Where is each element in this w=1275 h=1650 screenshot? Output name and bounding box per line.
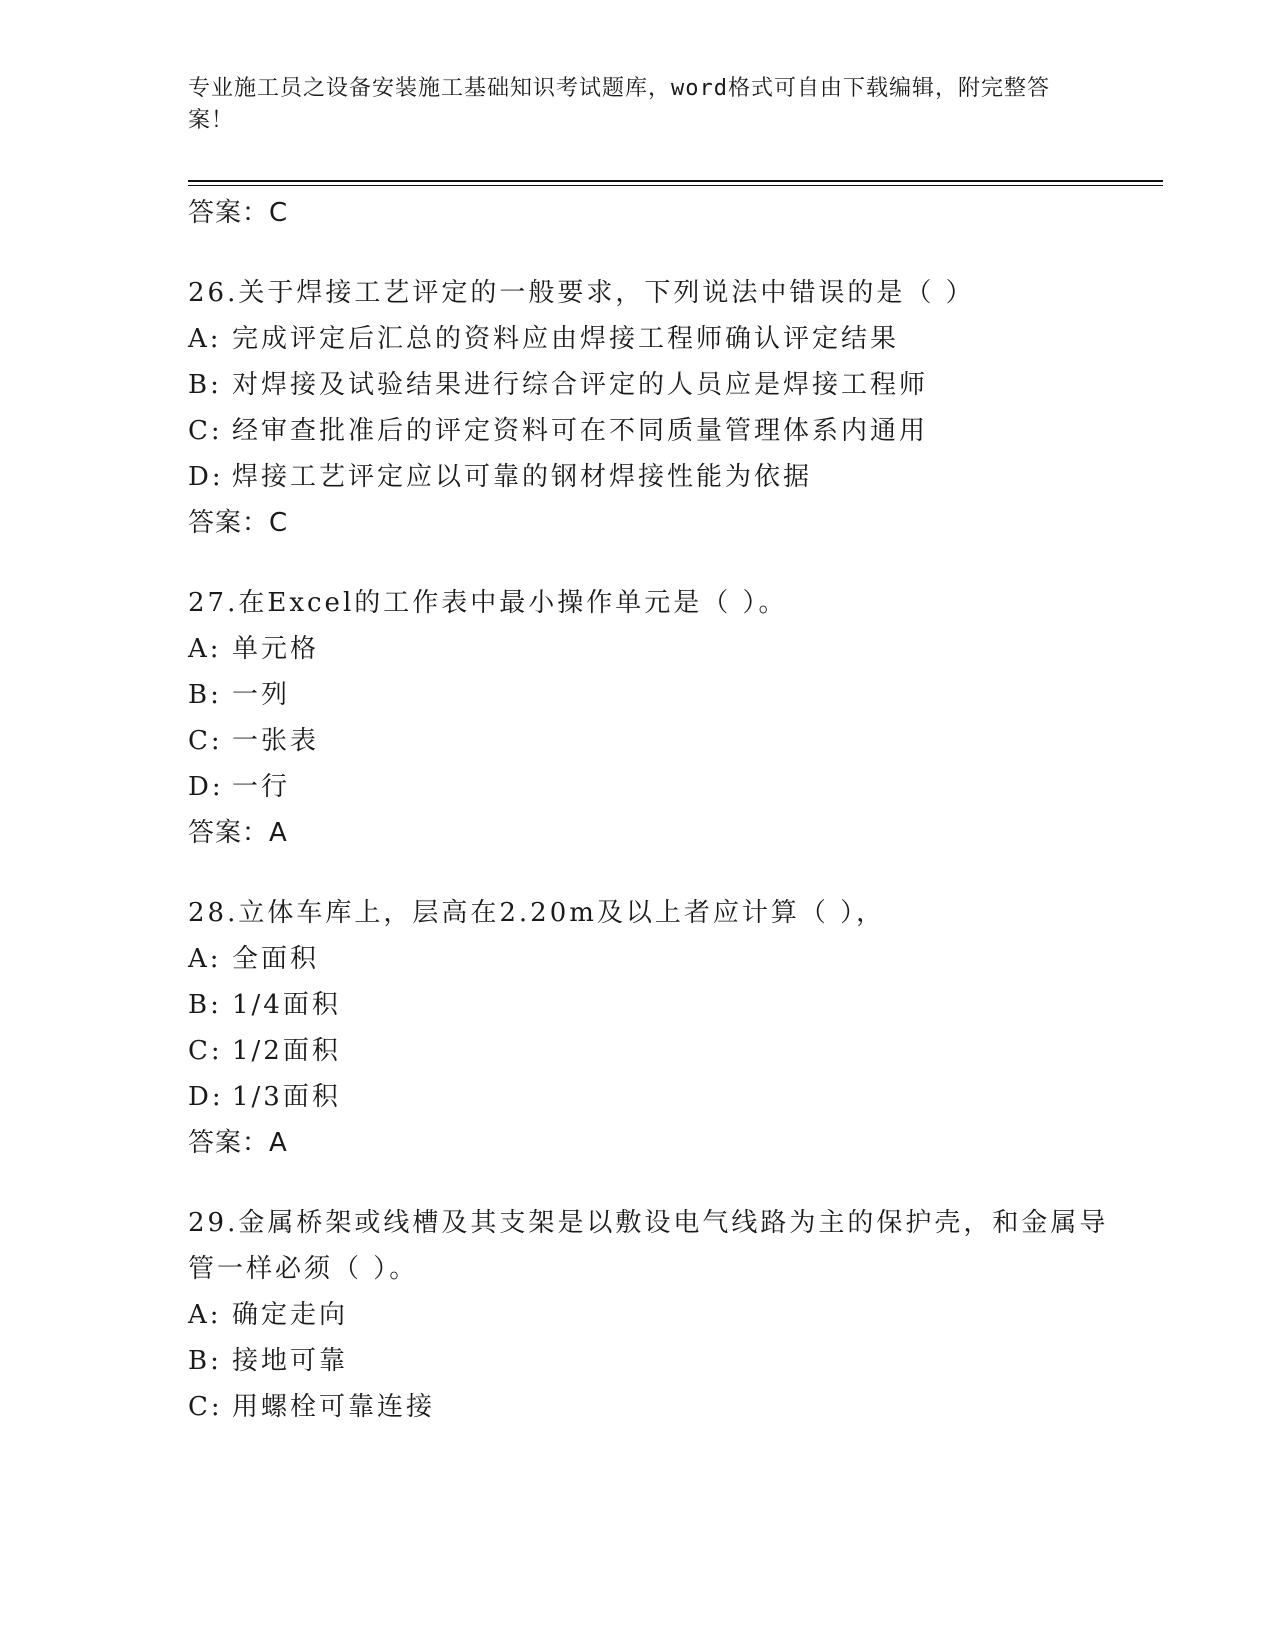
option-key: B: [188,680,222,710]
option-text: 确定走向 [232,1300,349,1330]
option-text: 1/2面积 [232,1036,341,1066]
option-key: A: [188,324,222,354]
option-key: C: [188,726,223,756]
option-c [188,408,1118,454]
option-text: 一列 [232,680,291,710]
question-block [188,890,1118,1166]
question-title: 28.立体车库上，层高在2.20m及以上者应计算（ ）， [188,898,886,928]
question-title: 26.关于焊接工艺评定的一般要求，下列说法中错误的是（ ） [188,278,975,308]
option-a [188,316,1118,362]
document-body [188,190,1118,1430]
question-block [188,270,1118,546]
answer-line: 答案：C [188,198,289,228]
option-b [188,672,1118,718]
option-key: B: [188,1346,222,1376]
option-a [188,626,1118,672]
option-key: A: [188,944,222,974]
option-a [188,936,1118,982]
option-key: D: [188,1082,224,1112]
option-d [188,764,1118,810]
option-c [188,718,1118,764]
option-b [188,1338,1118,1384]
option-text: 对焊接及试验结果进行综合评定的人员应是焊接工程师 [232,370,929,400]
option-key: C: [188,1392,223,1422]
question-block [188,580,1118,856]
option-b [188,362,1118,408]
option-key: D: [188,462,224,492]
option-text: 1/4面积 [232,990,341,1020]
question-title: 29.金属桥架或线槽及其支架是以敷设电气线路为主的保护壳，和金属导管一样必须（ ）。 [188,1208,1109,1284]
document-header: 专业施工员之设备安装施工基础知识考试题库，word格式可自由下载编辑，附完整答案！ [188,76,1050,133]
option-d [188,1074,1118,1120]
option-text: 用螺栓可靠连接 [232,1392,436,1422]
option-key: B: [188,990,222,1020]
header-divider-thin [188,185,1163,186]
option-key: B: [188,370,222,400]
option-key: C: [188,416,223,446]
option-key: A: [188,634,222,664]
option-text: 全面积 [232,944,320,974]
option-text: 单元格 [232,634,320,664]
option-text: 接地可靠 [232,1346,349,1376]
option-text: 1/3面积 [232,1082,341,1112]
option-text: 一张表 [232,726,320,756]
option-text: 焊接工艺评定应以可靠的钢材焊接性能为依据 [232,462,813,492]
option-d [188,454,1118,500]
answer-line: 答案：C [188,508,289,538]
option-key: C: [188,1036,223,1066]
option-key: D: [188,772,224,802]
question-title: 27.在Excel的工作表中最小操作单元是（ ）。 [188,588,788,618]
option-c [188,1384,1118,1430]
question-block [188,1200,1118,1430]
answer-line: 答案：A [188,818,288,848]
option-c [188,1028,1118,1074]
option-key: A: [188,1300,222,1330]
option-a [188,1292,1118,1338]
answer-line: 答案：A [188,1128,288,1158]
option-text: 完成评定后汇总的资料应由焊接工程师确认评定结果 [232,324,900,354]
option-text: 一行 [232,772,291,802]
header-divider [188,180,1163,182]
option-b [188,982,1118,1028]
option-text: 经审查批准后的评定资料可在不同质量管理体系内通用 [232,416,929,446]
